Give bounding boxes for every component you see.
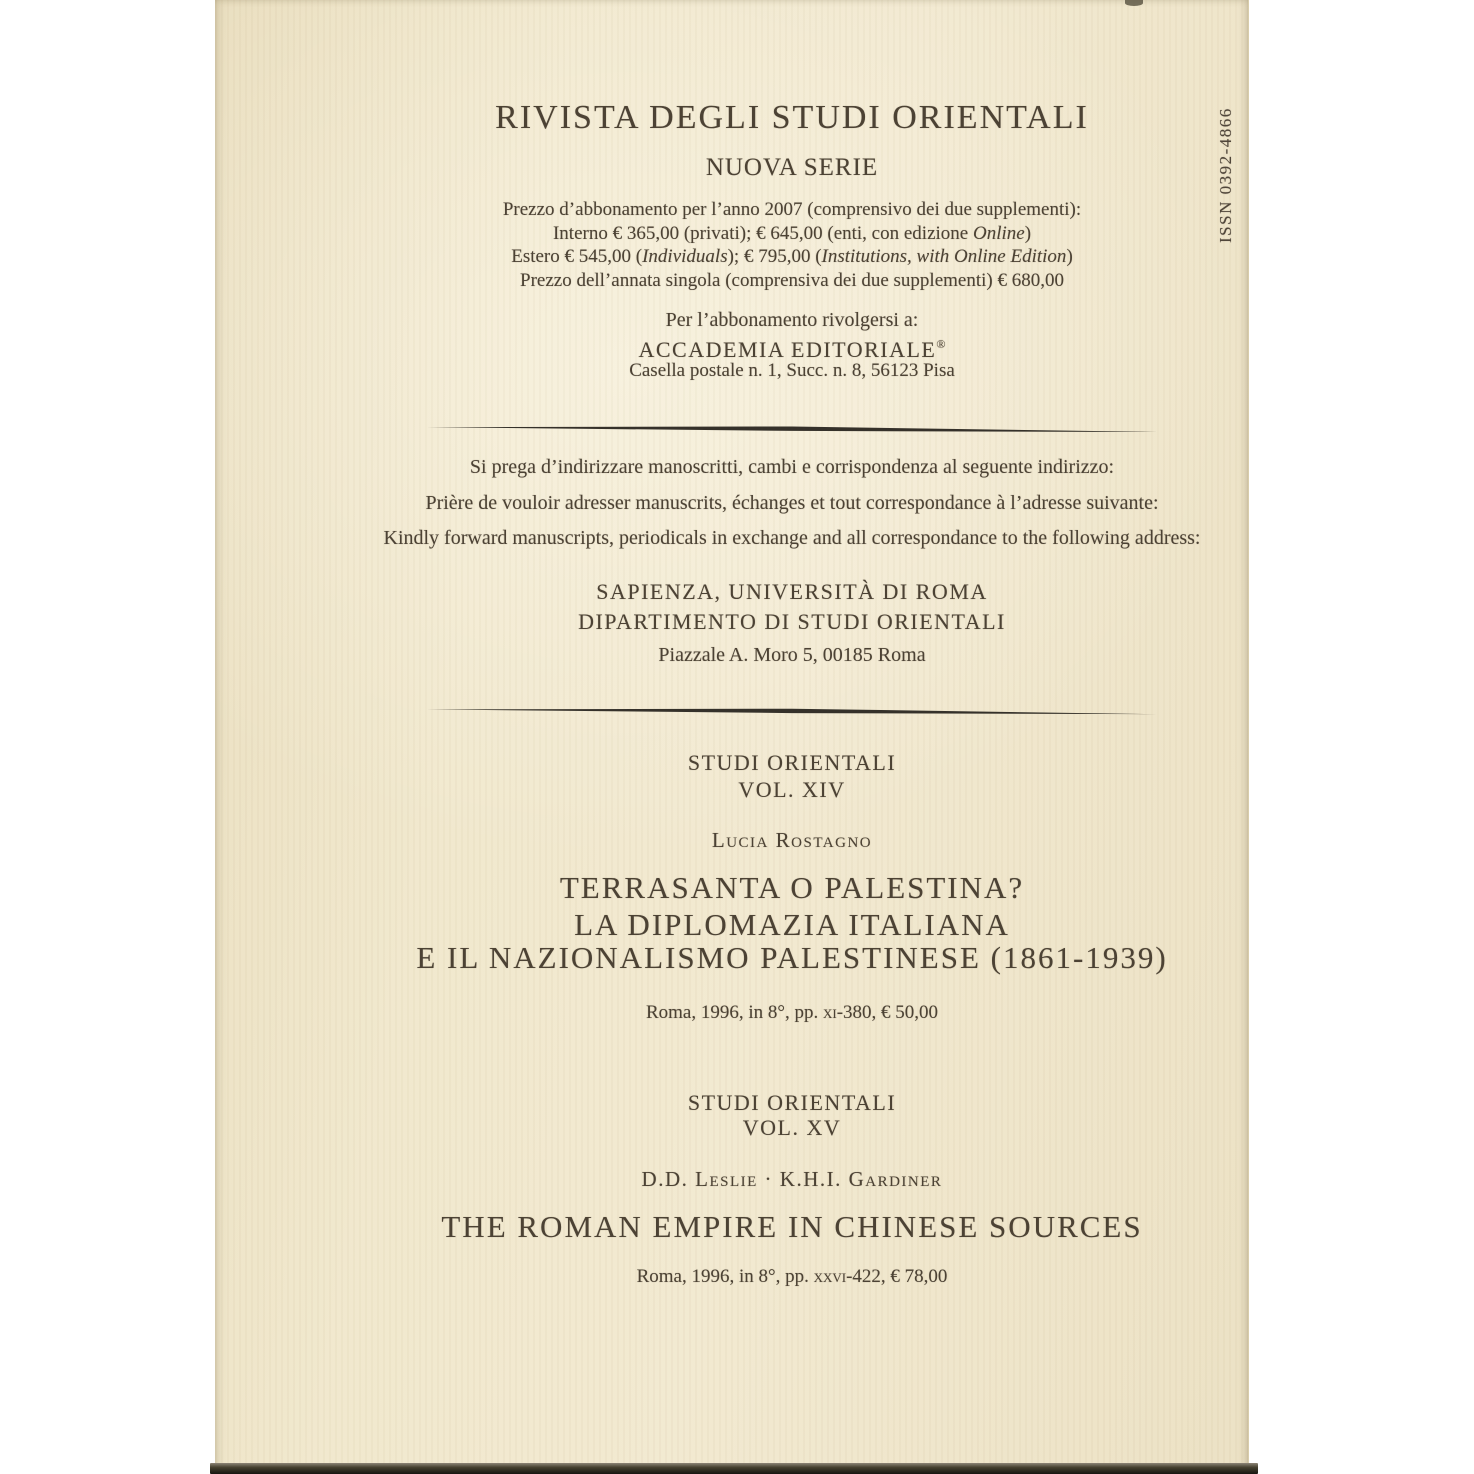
cover-text-column (334, 0, 1250, 1474)
publisher-address: Casella postale n. 1, Succ. n. 8, 56123 Pisa (629, 360, 955, 381)
department-name: DIPARTIMENTO DI STUDI ORIENTALI (578, 609, 1006, 634)
tapered-rule-divider-top (334, 423, 1250, 441)
department-address: Piazzale A. Moro 5, 00185 Roma (658, 644, 926, 666)
publisher-name: ACCADEMIA EDITORIALE® (638, 337, 946, 362)
journal-series-subtitle: NUOVA SERIE (705, 154, 879, 181)
correspondence-french: Prière de vouloir adresser manuscrits, échanges et tout correspondance à l’adresse suivante: (425, 491, 1159, 514)
registered-trademark-mark: ® (936, 337, 946, 351)
volume-xiv-title-line-3: E IL NAZIONALISMO PALESTINESE (1861-1939) (416, 940, 1168, 975)
correspondence-notice-block (334, 450, 1250, 557)
volume-xiv-series-heading: STUDI ORIENTALI (687, 750, 897, 775)
italic-institutions: Institutions, with Online Edition (821, 246, 1067, 267)
issn-vertical-label: ISSN 0392-4866 (1216, 107, 1235, 243)
volume-xv-authors: D.D. Leslie · K.H.I. Gardiner (641, 1167, 943, 1191)
subscription-intro-line: Prezzo d’abbonamento per l’anno 2007 (comprensivo dei due supplementi): (502, 199, 1082, 220)
volume-xiv-imprint: Roma, 1996, in 8°, pp. xi-380, € 50,00 (645, 1002, 939, 1023)
volume-xv-imprint: Roma, 1996, in 8°, pp. xxvi-422, € 78,00 (636, 1266, 948, 1287)
journal-title: RIVISTA DEGLI STUDI ORIENTALI (495, 99, 1089, 136)
correspondence-english: Kindly forward manuscripts, periodicals in exchange and all correspondance to the following address: (383, 527, 1201, 549)
volume-xiv-title-line-1: TERRASANTA O PALESTINA? (559, 870, 1025, 905)
volume-xv-number: VOL. XV (742, 1115, 842, 1140)
volume-xiv-author: Lucia Rostagno (711, 828, 873, 852)
roman-numeral-pages: xi (822, 1002, 837, 1023)
italic-online: Online (972, 222, 1025, 244)
volume-xv-title: THE ROMAN EMPIRE IN CHINESE SOURCES (441, 1209, 1143, 1244)
subscription-estero-line: Estero € 545,00 (Individuals); € 795,00 (Institutions, with Online Edition) (511, 246, 1073, 267)
correspondence-italian: Si prega d’indirizzare manoscritti, cambi e corrispondenza al seguente indirizzo: (469, 456, 1115, 478)
volume-xiv-number: VOL. XIV (738, 777, 846, 802)
subscription-contact-intro: Per l’abbonamento rivolgersi a: (665, 309, 919, 331)
tapered-rule-divider-bottom (334, 705, 1250, 723)
university-name: SAPIENZA, UNIVERSITÀ DI ROMA (596, 579, 988, 604)
volume-xv-series-heading: STUDI ORIENTALI (687, 1090, 897, 1115)
subscription-interno-line: Interno € 365,00 (privati); € 645,00 (enti, con edizione Online) (552, 222, 1032, 244)
scan-bottom-edge-shadow (210, 1463, 1258, 1474)
scanned-journal-cover-page (215, 0, 1249, 1474)
italic-individuals: Individuals (642, 246, 728, 267)
volume-xiv-title-line-2: LA DIPLOMAZIA ITALIANA (574, 907, 1010, 942)
roman-numeral-pages: xxvi (813, 1266, 847, 1287)
subscription-annata-line: Prezzo dell’annata singola (comprensiva dei due supplementi) € 680,00 (520, 269, 1064, 291)
subscription-price-block (334, 198, 1250, 292)
